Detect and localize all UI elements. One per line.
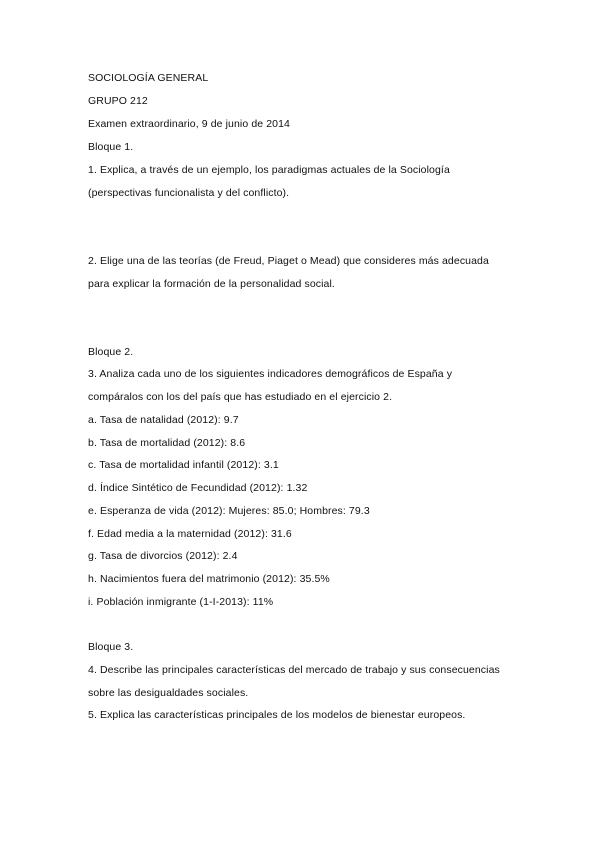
indicator-item: e. Esperanza de vida (2012): Mujeres: 85.0; Hombres: 79.3: [88, 505, 370, 517]
bloque-2-heading: Bloque 2.: [88, 346, 134, 358]
indicator-item: i. Población inmigrante (1-I-2013): 11%: [88, 596, 274, 608]
question-3-line-2: compáralos con los del país que has estudiado en el ejercicio 2.: [88, 391, 393, 403]
indicator-item: h. Nacimientos fuera del matrimonio (2012): 35.5%: [88, 573, 330, 585]
indicator-item: g. Tasa de divorcios (2012): 2.4: [88, 550, 238, 562]
exam-date: Examen extraordinario, 9 de junio de 2014: [88, 118, 290, 130]
indicator-item: c. Tasa de mortalidad infantil (2012): 3.1: [88, 459, 279, 471]
document-title: SOCIOLOGÍA GENERAL: [88, 72, 209, 84]
question-4-line-2: sobre las desigualdades sociales.: [88, 687, 249, 699]
bloque-1-heading: Bloque 1.: [88, 141, 134, 153]
question-4-line-1: 4. Describe las principales características del mercado de trabajo y sus consecuencias: [88, 664, 500, 676]
indicator-item: d. Índice Sintético de Fecundidad (2012): 1.32: [88, 482, 308, 494]
question-5-line-1: 5. Explica las características principales de los modelos de bienestar europeos.: [88, 709, 466, 721]
question-2-line-2: para explicar la formación de la personalidad social.: [88, 278, 335, 290]
indicator-item: b. Tasa de mortalidad (2012): 8.6: [88, 437, 246, 449]
question-1-line-2: (perspectivas funcionalista y del conflicto).: [88, 187, 290, 199]
question-2-line-1: 2. Elige una de las teorías (de Freud, Piaget o Mead) que consideres más adecuada: [88, 255, 489, 267]
question-3-line-1: 3. Analiza cada uno de los siguientes indicadores demográficos de España y: [88, 368, 453, 380]
group-label: GRUPO 212: [88, 95, 148, 107]
indicator-item: f. Edad media a la maternidad (2012): 31.6: [88, 528, 292, 540]
bloque-3-heading: Bloque 3.: [88, 641, 134, 653]
indicator-item: a. Tasa de natalidad (2012): 9.7: [88, 414, 239, 426]
question-1-line-1: 1. Explica, a través de un ejemplo, los paradigmas actuales de la Sociología: [88, 164, 450, 176]
